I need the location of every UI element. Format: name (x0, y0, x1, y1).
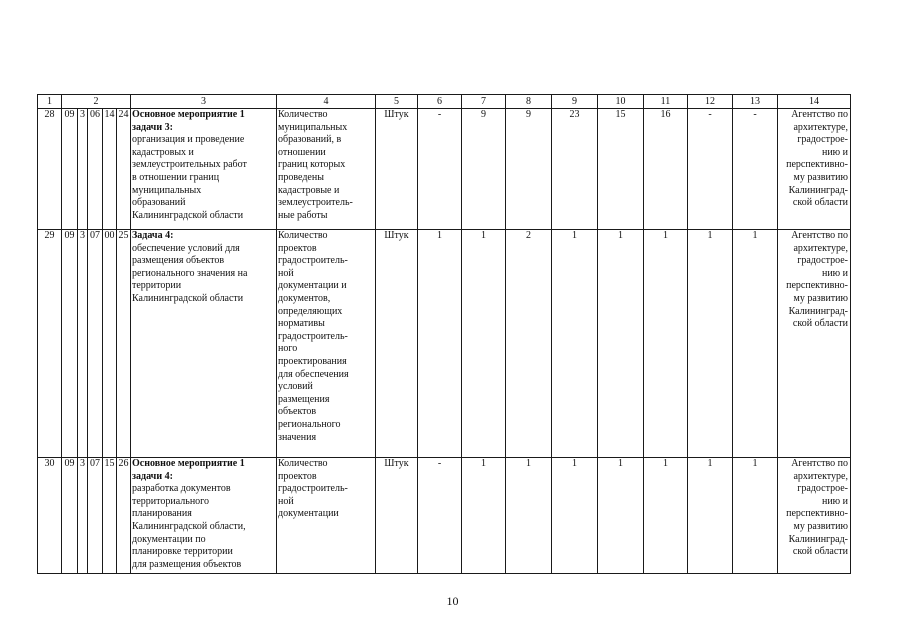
measure-desc-line: размещения объектов (132, 255, 225, 267)
agency-line: градострое- (797, 134, 848, 146)
measure-desc-line: Калининградской области, (132, 520, 246, 532)
agency-line: архитектуре, (793, 121, 848, 133)
header-cell-2: 2 (62, 95, 131, 109)
header-cell-14: 14 (778, 95, 851, 109)
indicator-line: ного (278, 343, 298, 355)
measure-desc-line: территориального (132, 495, 210, 507)
table-row (38, 230, 851, 458)
value-cell: 9 (506, 109, 552, 230)
code-cell: 09 (62, 109, 78, 230)
value-cell: 1 (462, 458, 506, 574)
measure-title-line: задачи 3: (132, 121, 173, 133)
agency-line: градострое- (797, 255, 848, 267)
value-cell: 1 (552, 458, 598, 574)
measure-desc-line: в отношении границ (132, 171, 220, 183)
code-cell: 09 (62, 230, 78, 458)
indicator-line: документации и (278, 280, 347, 292)
code-cell: 3 (78, 458, 88, 574)
value-cell: 1 (506, 458, 552, 574)
agency-cell (778, 109, 851, 230)
indicator-line: Количество (278, 458, 328, 469)
agency-line: Калининград- (788, 533, 848, 545)
indicator-line: границ которых (278, 159, 346, 171)
agency-line: му развитию (793, 171, 848, 183)
agency-line: Калининград- (788, 305, 848, 317)
indicator-line: определяющих (278, 305, 343, 317)
measure-desc-line: муниципальных (132, 184, 202, 196)
agency-line: Агентство по (791, 109, 848, 120)
unit-cell: Штук (376, 458, 418, 574)
measure-cell (131, 230, 277, 458)
value-cell: - (733, 109, 778, 230)
header-cell-8: 8 (506, 95, 552, 109)
indicator-line: регионального (278, 418, 341, 430)
indicator-cell (277, 109, 376, 230)
agency-line: нию и (821, 146, 848, 158)
agency-line: перспективно- (786, 508, 848, 520)
value-cell: 15 (598, 109, 644, 230)
agency-line: Агентство по (791, 230, 848, 241)
indicator-line: отношении (278, 146, 326, 158)
code-cell: 07 (88, 458, 103, 574)
agency-line: му развитию (793, 520, 848, 532)
code-cell: 24 (117, 109, 131, 230)
header-cell-13: 13 (733, 95, 778, 109)
code-cell: 15 (103, 458, 117, 574)
indicator-line: образований, в (278, 134, 342, 146)
indicator-line: Количество (278, 109, 328, 120)
value-cell: - (688, 109, 733, 230)
measure-desc-line: обеспечение условий для (132, 242, 240, 254)
indicator-line: проектов (278, 470, 317, 482)
code-cell: 25 (117, 230, 131, 458)
agency-line: нию и (821, 267, 848, 279)
table-row (38, 109, 851, 230)
value-cell: 1 (733, 230, 778, 458)
header-cell-7: 7 (462, 95, 506, 109)
code-cell: 3 (78, 230, 88, 458)
row-number: 28 (38, 109, 62, 230)
agency-line: перспективно- (786, 159, 848, 171)
value-cell: 23 (552, 109, 598, 230)
table-row (38, 458, 851, 574)
agency-cell (778, 458, 851, 574)
header-cell-4: 4 (277, 95, 376, 109)
measure-cell (131, 458, 277, 574)
code-cell: 06 (88, 109, 103, 230)
header-cell-6: 6 (418, 95, 462, 109)
header-row (38, 95, 851, 109)
value-cell: 1 (733, 458, 778, 574)
measure-desc-line: территории (132, 280, 182, 292)
agency-line: ской области (792, 318, 848, 330)
code-cell: 09 (62, 458, 78, 574)
measure-title-line: задачи 4: (132, 470, 173, 482)
program-table (37, 94, 851, 574)
indicator-cell (277, 458, 376, 574)
row-number: 30 (38, 458, 62, 574)
measure-desc-line: регионального значения на (132, 267, 248, 279)
header-cell-11: 11 (644, 95, 688, 109)
agency-line: архитектуре, (793, 470, 848, 482)
agency-cell (778, 230, 851, 458)
header-cell-5: 5 (376, 95, 418, 109)
measure-desc-line: разработка документов (132, 483, 231, 495)
indicator-line: условий (278, 381, 313, 393)
agency-line: перспективно- (786, 280, 848, 292)
indicator-line: документов, (278, 292, 331, 304)
agency-line: ской области (792, 546, 848, 558)
code-cell: 07 (88, 230, 103, 458)
value-cell: 9 (462, 109, 506, 230)
unit-cell: Штук (376, 109, 418, 230)
measure-title-line: Основное мероприятие 1 (132, 109, 245, 120)
indicator-line: значения (278, 431, 317, 443)
code-cell: 26 (117, 458, 131, 574)
value-cell: 1 (598, 458, 644, 574)
measure-desc-line: для размещения объектов (132, 558, 242, 570)
indicator-line: муниципальных (278, 121, 348, 133)
indicator-line: проектирования (278, 355, 347, 367)
measure-desc-line: образований (132, 197, 186, 209)
measure-desc-line: планировке территории (132, 546, 233, 558)
indicator-line: для обеспечения (278, 368, 349, 380)
measure-desc-line: планирования (132, 508, 192, 520)
indicator-line: землеустроитель- (278, 197, 353, 209)
indicator-line: проектов (278, 242, 317, 254)
code-cell: 14 (103, 109, 117, 230)
measure-desc-line: Калининградской области (132, 209, 244, 221)
indicator-line: ные работы (278, 209, 328, 221)
row-number: 29 (38, 230, 62, 458)
header-cell-10: 10 (598, 95, 644, 109)
value-cell: 1 (644, 458, 688, 574)
header-cell-9: 9 (552, 95, 598, 109)
value-cell: 1 (644, 230, 688, 458)
value-cell: 1 (552, 230, 598, 458)
value-cell: 1 (688, 458, 733, 574)
value-cell: 1 (598, 230, 644, 458)
header-cell-12: 12 (688, 95, 733, 109)
indicator-line: ной (278, 495, 294, 507)
indicator-cell (277, 230, 376, 458)
value-cell: - (418, 109, 462, 230)
agency-line: Калининград- (788, 184, 848, 196)
value-cell: 2 (506, 230, 552, 458)
indicator-line: проведены (278, 171, 324, 183)
indicator-line: градостроитель- (278, 330, 348, 342)
agency-line: градострое- (797, 483, 848, 495)
code-cell: 3 (78, 109, 88, 230)
measure-desc-line: документации по (132, 533, 206, 545)
measure-desc-line: организация и проведение (132, 134, 245, 146)
header-cell-1: 1 (38, 95, 62, 109)
value-cell: - (418, 458, 462, 574)
indicator-line: кадастровые и (278, 184, 340, 196)
indicator-line: размещения (278, 393, 330, 405)
agency-line: архитектуре, (793, 242, 848, 254)
indicator-line: градостроитель- (278, 255, 348, 267)
indicator-line: объектов (278, 406, 317, 418)
indicator-line: градостроитель- (278, 483, 348, 495)
indicator-line: Количество (278, 230, 328, 241)
measure-title-line: Задача 4: (132, 230, 174, 241)
measure-cell (131, 109, 277, 230)
page-number: 10 (446, 594, 459, 608)
agency-line: нию и (821, 495, 848, 507)
measure-desc-line: Калининградской области (132, 292, 244, 304)
agency-line: Агентство по (791, 458, 848, 469)
indicator-line: ной (278, 267, 294, 279)
unit-cell: Штук (376, 230, 418, 458)
agency-line: ской области (792, 197, 848, 209)
value-cell: 16 (644, 109, 688, 230)
measure-desc-line: кадастровых и (132, 146, 194, 158)
header-cell-3: 3 (131, 95, 277, 109)
indicator-line: нормативы (278, 318, 325, 330)
code-cell: 00 (103, 230, 117, 458)
value-cell: 1 (462, 230, 506, 458)
value-cell: 1 (688, 230, 733, 458)
measure-desc-line: землеустроительных работ (132, 159, 247, 171)
indicator-line: документации (278, 508, 339, 520)
measure-title-line: Основное мероприятие 1 (132, 458, 245, 469)
value-cell: 1 (418, 230, 462, 458)
agency-line: му развитию (793, 292, 848, 304)
